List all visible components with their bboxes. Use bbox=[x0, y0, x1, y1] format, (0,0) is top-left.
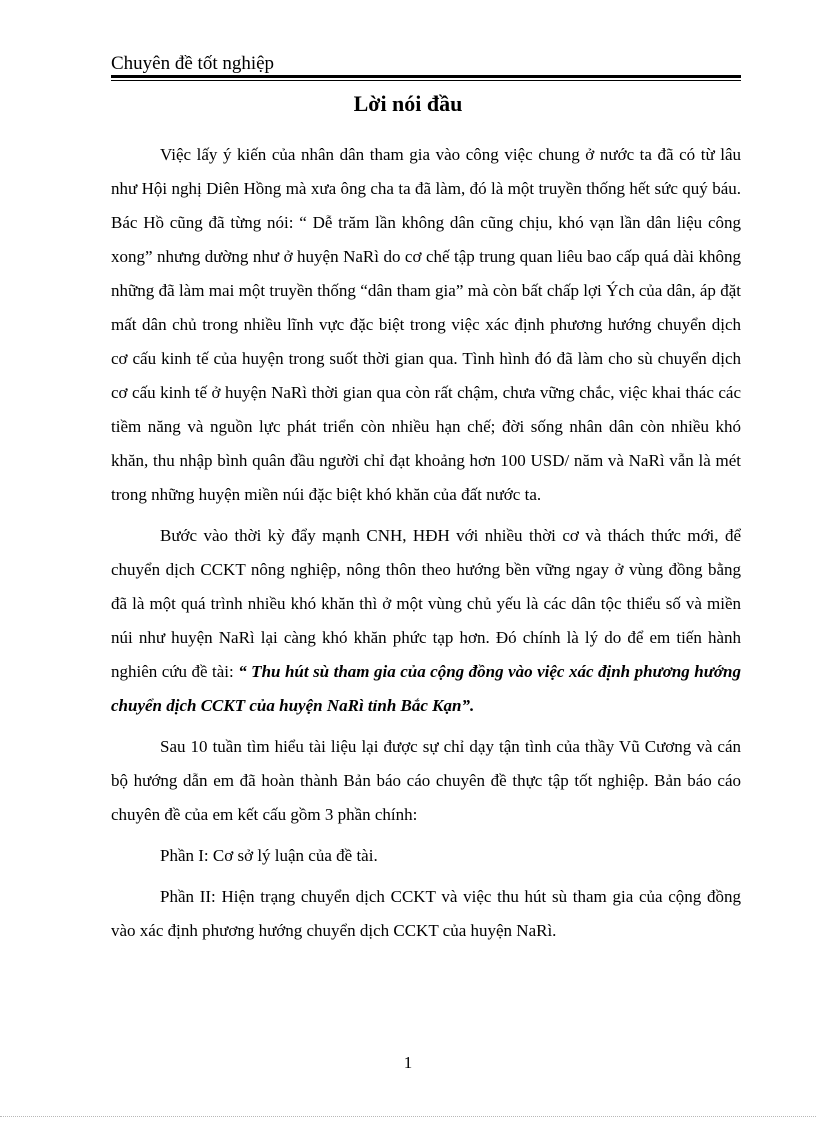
header-rule-thick bbox=[111, 75, 741, 78]
page-number: 1 bbox=[403, 1053, 413, 1072]
page-bottom-dotted-line bbox=[0, 1116, 816, 1117]
paragraph-part-2: Phần II: Hiện trạng chuyển dịch CCKT và việc thu hút sù tham gia của cộng đồng vào xác định phương hướng chuyển dịch CCKT của huyện NaRì. bbox=[111, 887, 741, 940]
paragraph-1: Việc lấy ý kiến của nhân dân tham gia vào công việc chung ở nước ta đã có từ lâu như Hội nghị Diên Hồng mà xưa ông cha ta đã làm, đó là một truyền thống hết sức quý báu. Bác Hồ cũng đã từng nói: “ Dễ trăm lần không dân cũng chịu, khó vạn lần dân liệu công xong” nhưng dường như ở huyện NaRì do cơ chế tập trung quan liêu bao cấp quá dài không những đã làm mai một truyền thống “dân tham gia” mà còn bất chấp lợi Ých của dân, áp đặt mất dân chủ trong nhiều lĩnh vực đặc biệt trong việc xác định phương hướng chuyển dịch cơ cấu kinh tế của huyện trong suốt thời gian qua. Tình hình đó đã làm cho sù chuyển dịch cơ cấu kinh tế ở huyện NaRì thời gian qua còn rất chậm, chưa vững chắc, việc khai thác các tiềm năng và nguồn lực phát triển còn nhiều hạn chế; đời sống nhân dân còn nhiều khó khăn, thu nhập bình quân đầu người chỉ đạt khoảng hơn 100 USD/ năm và NaRì vẫn là mét trong những huyện miền núi đặc biệt khó khăn của đất nước ta. bbox=[111, 145, 741, 504]
running-header: Chuyên đề tốt nghiệp bbox=[111, 53, 275, 74]
paragraph-part-1: Phần I: Cơ sở lý luận của đề tài. bbox=[160, 846, 378, 865]
thesis-topic-emphasis: “ Thu hút sù tham gia của cộng đồng vào việc xác định phương hướng chuyển dịch CCKT của huyện NaRì tỉnh Bắc Kạn”. bbox=[111, 662, 741, 715]
paragraph-2-text: Bước vào thời kỳ đẩy mạnh CNH, HĐH với nhiều thời cơ và thách thức mới, để chuyển dịch CCKT nông nghiệp, nông thôn theo hướng bền vững ngay ở vùng đồng bằng đã là một quá trình nhiều khó khăn thì ở một vùng chủ yếu là các dân tộc thiểu số và miền núi như huyện NaRì lại càng khó khăn phức tạp hơn. Đó chính là lý do để em tiến hành nghiên cứu đề tài: bbox=[111, 526, 741, 681]
paragraph-2 bbox=[111, 519, 741, 723]
document-body bbox=[111, 138, 741, 955]
header-rule-thin bbox=[111, 80, 741, 81]
paragraph-3: Sau 10 tuần tìm hiểu tài liệu lại được sự chỉ dạy tận tình của thầy Vũ Cương và cán bộ hướng dẫn em đã hoàn thành Bản báo cáo chuyên đề thực tập tốt nghiệp. Bản báo cáo chuyên đề của em kết cấu gồm 3 phần chính: bbox=[111, 737, 741, 824]
page-title: Lời nói đầu bbox=[353, 91, 463, 116]
